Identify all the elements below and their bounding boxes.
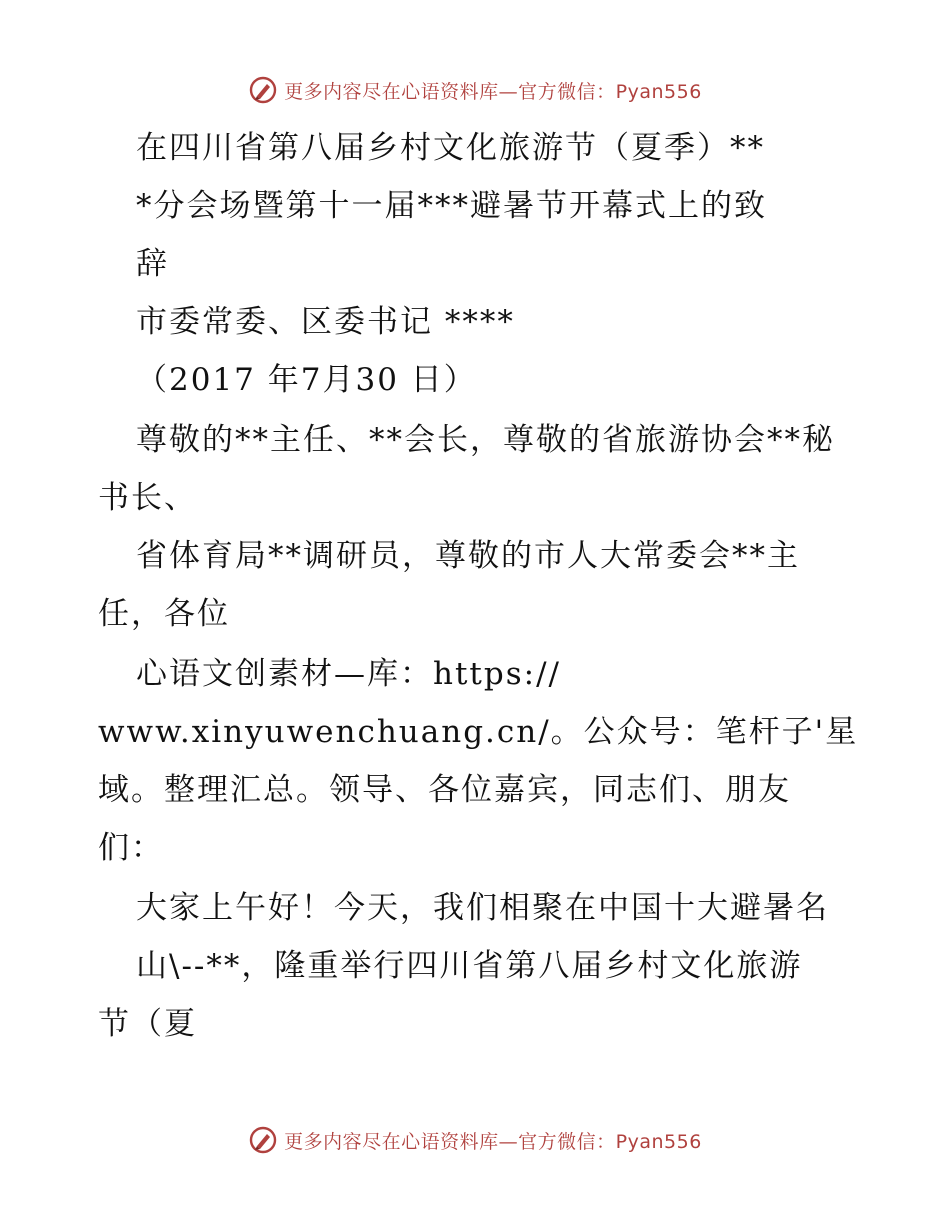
pen-logo-icon (248, 75, 278, 105)
footer-watermark (0, 1120, 950, 1160)
source-note-line-1: 心语文创素材—库：https:// (136, 656, 561, 692)
watermark-text: 更多内容尽在心语资料库—官方微信：Pyan556 (284, 80, 702, 103)
body-line-3: 节（夏 (98, 1006, 197, 1042)
body-line-2: 山\--**，隆重举行四川省第八届乡村文化旅游 (136, 948, 803, 984)
title-line-1: 在四川省第八届乡村文化旅游节（夏季）** (136, 130, 765, 166)
watermark-contact: Pyan556 (615, 80, 702, 103)
date-line: （2017 年7月30 日） (136, 362, 477, 398)
source-note-line-2: www.xinyuwenchuang.cn/。公众号：笔杆子'星 (98, 714, 859, 750)
header-watermark (0, 70, 950, 110)
salutation-line-3: 省体育局**调研员，尊敬的市人大常委会**主 (136, 538, 800, 574)
source-note-line-3: 域。整理汇总。领导、各位嘉宾，同志们、朋友 (98, 772, 791, 808)
watermark-contact: Pyan556 (615, 1130, 702, 1153)
body-line-1: 大家上午好！今天，我们相聚在中国十大避暑名 (136, 890, 829, 926)
salutation-line-4: 任，各位 (98, 596, 230, 632)
salutation-line-1: 尊敬的**主任、**会长，尊敬的省旅游协会**秘 (136, 422, 835, 458)
watermark-text: 更多内容尽在心语资料库—官方微信：Pyan556 (284, 1130, 702, 1153)
salutation-line-2: 书长、 (98, 480, 197, 516)
title-line-2: *分会场暨第十一届***避暑节开幕式上的致 (136, 188, 767, 224)
source-note-line-4: 们： (98, 830, 164, 866)
pen-logo-icon (248, 1125, 278, 1155)
title-line-3: 辞 (136, 246, 169, 282)
speaker-line: 市委常委、区委书记 **** (136, 304, 515, 340)
